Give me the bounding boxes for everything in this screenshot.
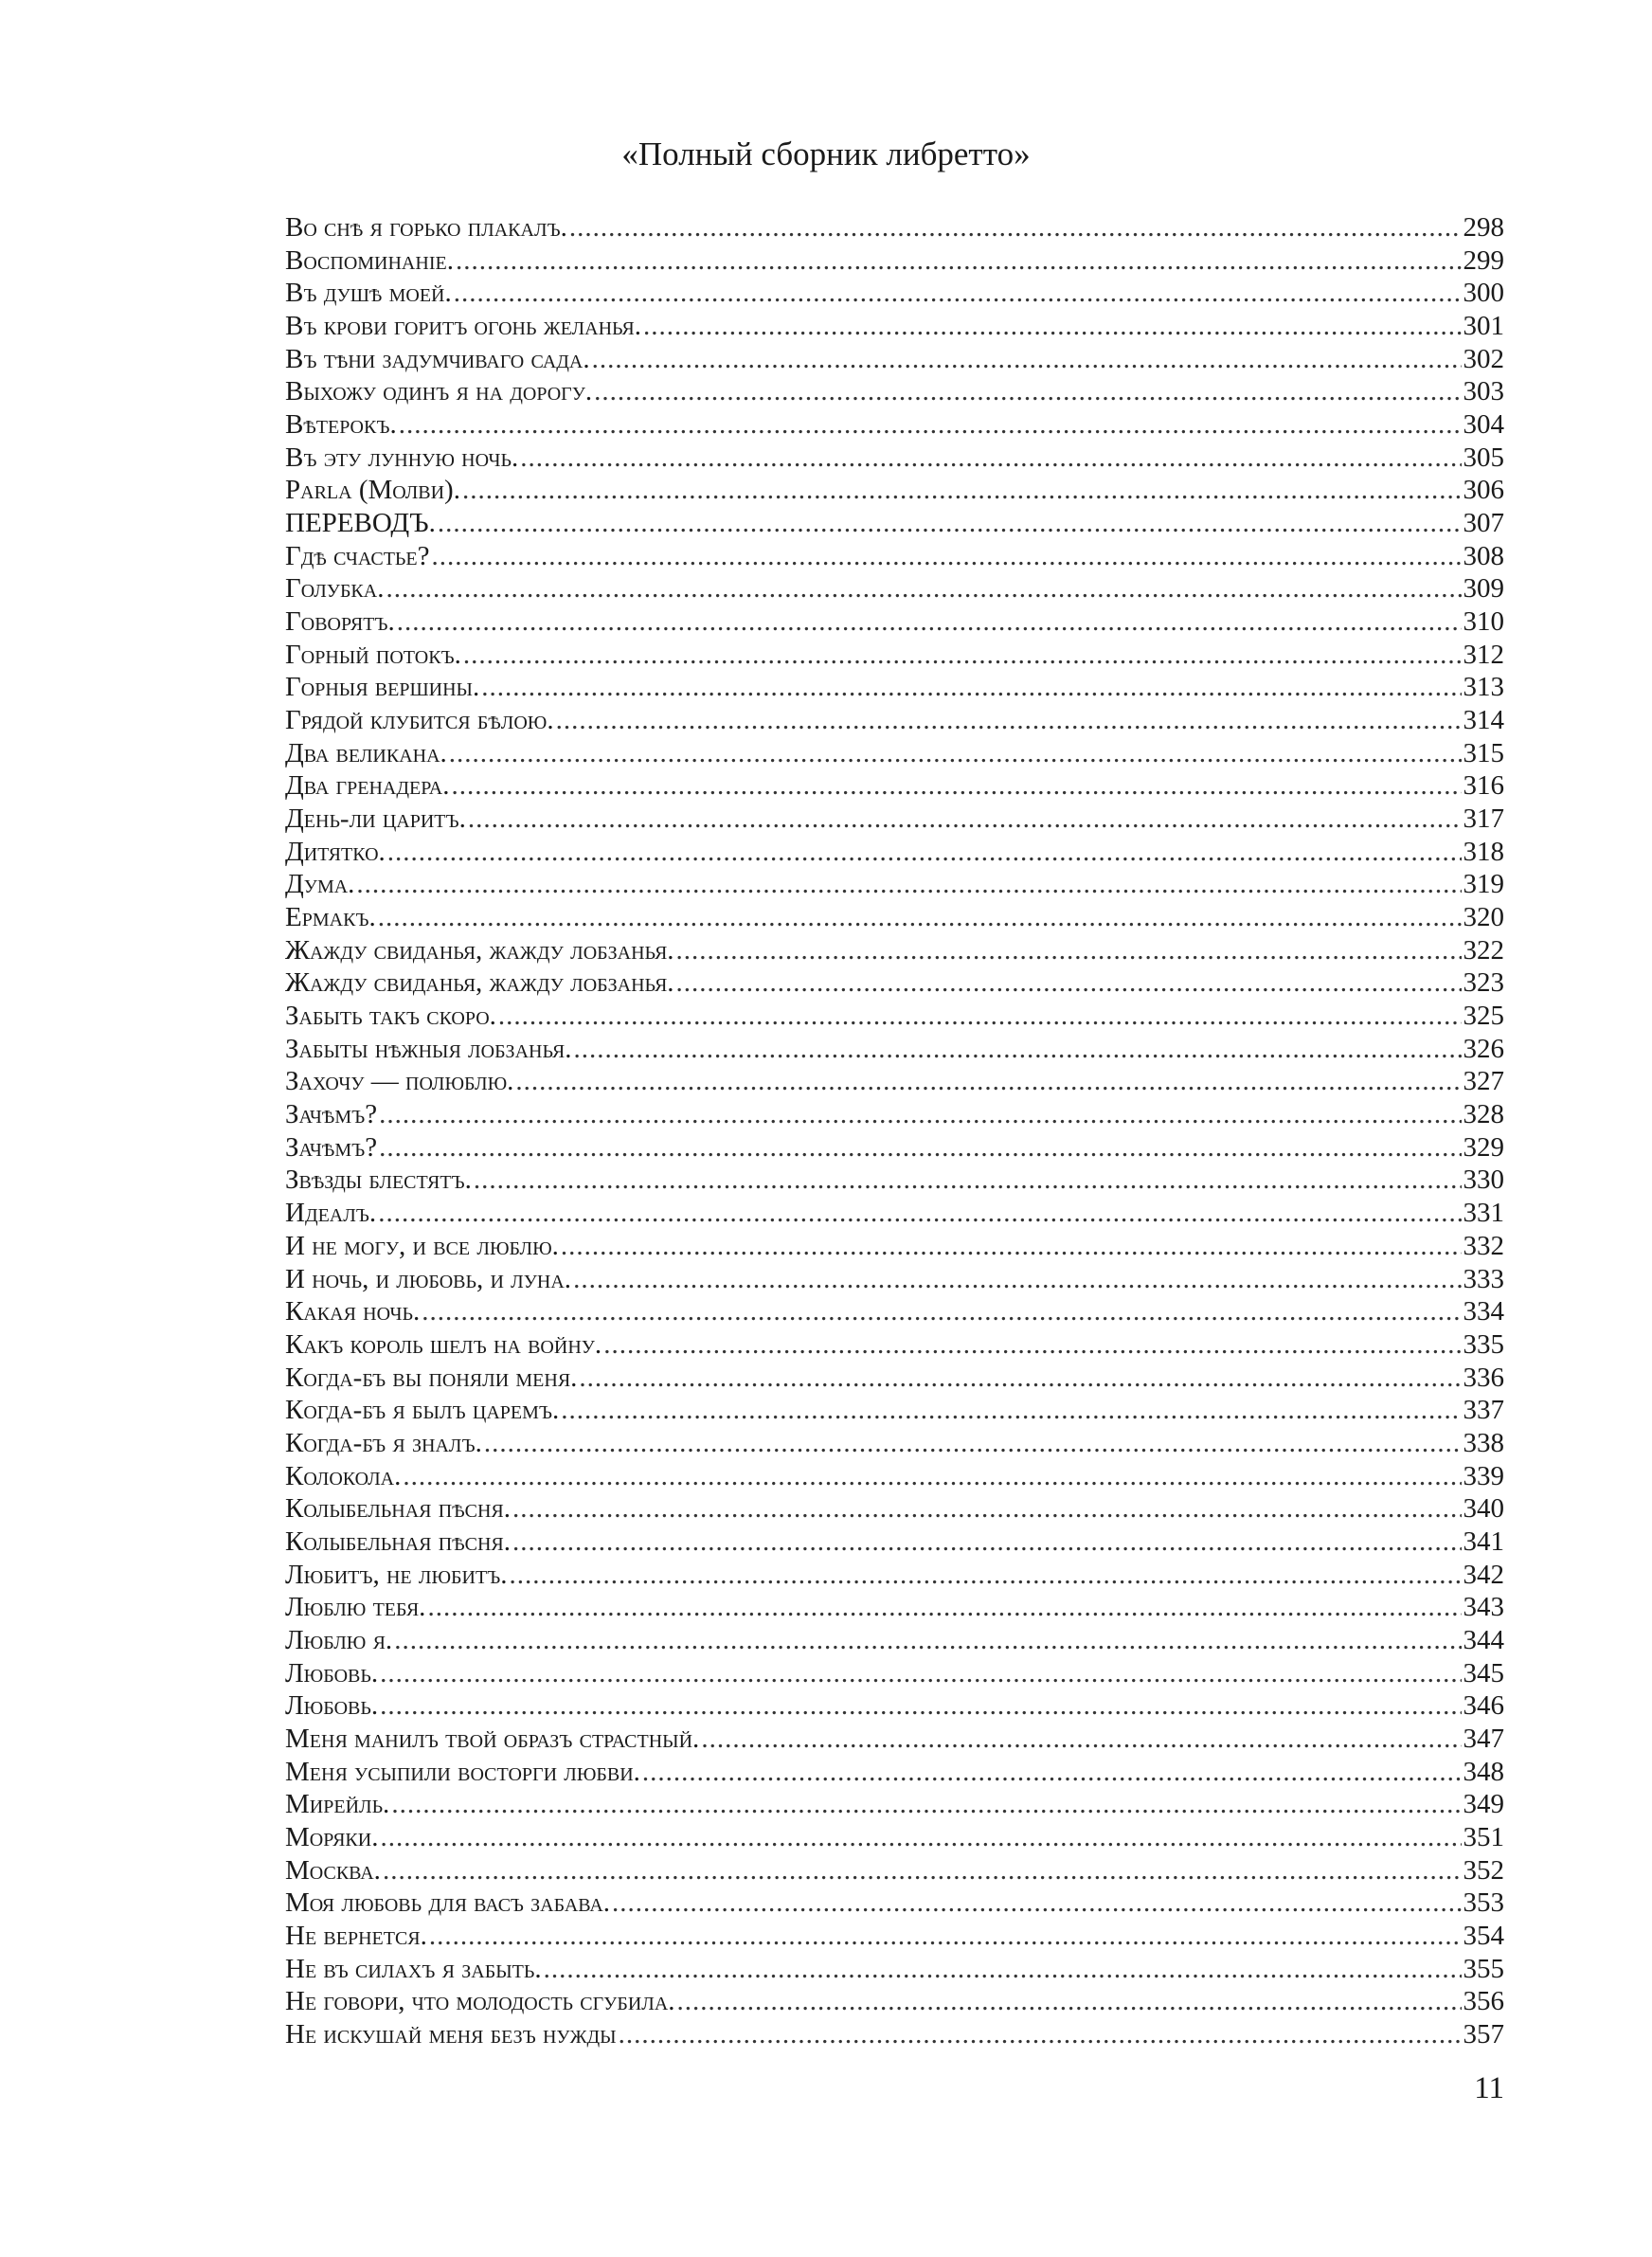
dot-leader — [438, 507, 1462, 540]
page-number: 11 — [1474, 2071, 1504, 2105]
toc-entry-title: Моряки. — [285, 1821, 379, 1852]
dot-leader — [512, 1526, 1462, 1559]
dot-leader — [642, 1756, 1462, 1789]
toc-entry — [285, 737, 1504, 770]
toc-entry-title: Два гренадера. — [285, 770, 450, 802]
toc-entry-page: 305 — [1463, 442, 1504, 473]
dot-leader — [676, 966, 1462, 1000]
dot-leader — [387, 836, 1462, 869]
toc-entry — [285, 1362, 1504, 1395]
toc-entry-page: 339 — [1463, 1460, 1504, 1491]
toc-entry-title: Въ крови горитъ огонь желанья. — [285, 311, 642, 342]
toc-entry-page: 340 — [1463, 1493, 1504, 1525]
toc-entry-page: 351 — [1463, 1821, 1504, 1852]
toc-entry — [285, 1756, 1504, 1789]
toc-entry-title: Когда-бъ я зналъ. — [285, 1427, 482, 1458]
toc-entry-title: Не въ силахъ я забыть. — [285, 1953, 542, 1984]
toc-entry-title: Моя любовь для васъ забава. — [285, 1887, 611, 1919]
toc-entry — [285, 408, 1504, 442]
toc-entry-page: 306 — [1463, 475, 1504, 506]
toc-entry-page: 348 — [1463, 1756, 1504, 1787]
toc-entry-title: Колокола. — [285, 1460, 402, 1491]
toc-entry-page: 326 — [1463, 1033, 1504, 1064]
toc-entry-title: Не говори, что молодость сгубила. — [285, 1986, 675, 2017]
toc-entry — [285, 442, 1504, 475]
toc-entry-page: 342 — [1463, 1559, 1504, 1590]
toc-entry — [285, 277, 1504, 310]
toc-entry-title: Люблю тебя. — [285, 1592, 426, 1623]
toc-entry-page: 303 — [1463, 376, 1504, 407]
toc-entry-page: 299 — [1463, 244, 1504, 276]
table-of-contents — [285, 211, 1504, 2051]
toc-entry — [285, 1295, 1504, 1328]
toc-entry — [285, 1000, 1504, 1033]
toc-entry-title: Два великана. — [285, 737, 447, 768]
toc-entry — [285, 1591, 1504, 1624]
toc-entry — [285, 310, 1504, 343]
dot-leader — [643, 310, 1461, 343]
toc-entry-title: Идеалъ. — [285, 1198, 377, 1229]
dot-leader — [394, 1624, 1461, 1657]
toc-entry — [285, 769, 1504, 803]
toc-entry-page: 332 — [1463, 1230, 1504, 1261]
dot-leader — [677, 1985, 1462, 2018]
dot-leader — [427, 1591, 1461, 1624]
toc-entry — [285, 868, 1504, 901]
dot-leader — [512, 1492, 1462, 1526]
toc-entry-title: Колыбельная пѣсня. — [285, 1493, 511, 1525]
toc-entry-title: Люблю я. — [285, 1624, 393, 1655]
dot-leader — [484, 1427, 1462, 1460]
toc-entry-title: Во снѣ я горько плакалъ. — [285, 212, 567, 243]
toc-entry — [285, 244, 1504, 278]
toc-entry-page: 354 — [1463, 1920, 1504, 1951]
toc-entry-page: 341 — [1463, 1526, 1504, 1557]
toc-entry-title: Грядой клубится бѣлою. — [285, 705, 554, 736]
toc-entry — [285, 639, 1504, 672]
toc-entry — [285, 507, 1504, 540]
dot-leader — [676, 934, 1462, 967]
toc-entry — [285, 836, 1504, 869]
dot-leader — [397, 605, 1462, 639]
dot-leader — [380, 1821, 1461, 1854]
toc-entry-page: 319 — [1463, 869, 1504, 900]
toc-entry — [285, 966, 1504, 1000]
toc-entry — [285, 934, 1504, 967]
toc-entry-page: 314 — [1463, 705, 1504, 736]
dot-leader — [422, 1295, 1461, 1328]
dot-leader — [432, 540, 1462, 573]
toc-entry-title: Когда-бъ вы поняли меня. — [285, 1362, 578, 1393]
toc-entry — [285, 1624, 1504, 1657]
toc-entry — [285, 1689, 1504, 1723]
dot-leader — [474, 1164, 1462, 1197]
toc-entry-page: 357 — [1463, 2018, 1504, 2049]
toc-entry-title: Дума. — [285, 869, 355, 900]
toc-entry — [285, 1427, 1504, 1460]
dot-leader — [573, 1263, 1461, 1296]
toc-entry-page: 334 — [1463, 1296, 1504, 1327]
toc-entry-title: Parla (Молви). — [285, 475, 460, 506]
toc-entry-title: Вѣтерокъ. — [285, 409, 397, 441]
toc-entry — [285, 572, 1504, 605]
toc-entry-title: Меня манилъ твой образъ страстный. — [285, 1723, 700, 1754]
dot-leader — [463, 639, 1462, 672]
dot-leader — [520, 442, 1461, 475]
toc-entry — [285, 1657, 1504, 1690]
toc-entry-page: 349 — [1463, 1789, 1504, 1820]
toc-entry-page: 329 — [1463, 1131, 1504, 1163]
toc-entry-page: 356 — [1463, 1986, 1504, 2017]
toc-entry-page: 318 — [1463, 836, 1504, 867]
toc-entry-title: И ночь, и любовь, и луна. — [285, 1263, 572, 1294]
toc-entry-page: 355 — [1463, 1953, 1504, 1984]
toc-entry — [285, 343, 1504, 376]
toc-entry-page: 327 — [1463, 1066, 1504, 1097]
dot-leader — [386, 572, 1461, 605]
toc-entry-title: Горный потокъ. — [285, 639, 461, 670]
dot-leader — [592, 343, 1462, 376]
dot-leader — [561, 1394, 1461, 1427]
toc-entry-page: 352 — [1463, 1854, 1504, 1886]
toc-entry-page: 308 — [1463, 540, 1504, 571]
toc-entry-page: 310 — [1463, 606, 1504, 638]
toc-entry-page: 328 — [1463, 1099, 1504, 1130]
toc-entry-page: 300 — [1463, 278, 1504, 309]
toc-entry — [285, 704, 1504, 737]
toc-entry — [285, 1953, 1504, 1986]
toc-entry-page: 336 — [1463, 1362, 1504, 1393]
dot-leader — [379, 1098, 1461, 1131]
toc-entry-title: Любовь. — [285, 1657, 379, 1688]
toc-entry-title: Не вернется. — [285, 1920, 427, 1951]
toc-entry — [285, 1887, 1504, 1920]
toc-entry — [285, 1131, 1504, 1165]
toc-entry — [285, 901, 1504, 934]
dot-leader — [468, 803, 1462, 836]
toc-entry-title: Дитятко. — [285, 836, 386, 867]
toc-entry-title: Гдѣ счастье? — [285, 540, 430, 571]
toc-entry-title: Голубка. — [285, 573, 385, 605]
toc-entry-title: Звѣзды блестятъ. — [285, 1165, 472, 1196]
toc-entry-title: Забыть такъ скоро. — [285, 1001, 496, 1032]
toc-entry — [285, 1492, 1504, 1526]
page-header-title: «Полный сборник либретто» — [621, 135, 1031, 172]
toc-entry-title: Выхожу одинъ я на дорогу. — [285, 376, 593, 407]
dot-leader — [380, 1657, 1461, 1690]
toc-entry — [285, 1197, 1504, 1230]
toc-entry-page: 301 — [1463, 311, 1504, 342]
toc-entry-page: 298 — [1463, 212, 1504, 243]
toc-entry-title: Мирейль. — [285, 1789, 390, 1820]
toc-entry-page: 330 — [1463, 1165, 1504, 1196]
toc-entry — [285, 1065, 1504, 1098]
toc-entry-title: Меня усыпили восторги любви. — [285, 1756, 640, 1787]
dot-leader — [378, 901, 1462, 934]
toc-entry — [285, 1230, 1504, 1263]
toc-entry-page: 345 — [1463, 1657, 1504, 1688]
toc-entry — [285, 1394, 1504, 1427]
toc-entry-title: Зачѣмъ? — [285, 1099, 378, 1130]
toc-entry — [285, 1033, 1504, 1066]
toc-entry-title: Зачѣмъ? — [285, 1131, 378, 1163]
toc-entry-title: Москва. — [285, 1854, 381, 1886]
dot-leader — [498, 1000, 1462, 1033]
toc-entry-title: Не искушай меня безъ нужды — [285, 2018, 617, 2049]
dot-leader — [379, 1131, 1461, 1165]
toc-entry — [285, 540, 1504, 573]
dot-leader — [510, 1559, 1462, 1592]
toc-entry-page: 320 — [1463, 902, 1504, 933]
toc-entry — [285, 1526, 1504, 1559]
toc-entry-title: Когда-бъ я былъ царемъ. — [285, 1395, 560, 1426]
dot-leader — [573, 1033, 1461, 1066]
toc-entry — [285, 2018, 1504, 2051]
toc-entry — [285, 1723, 1504, 1756]
toc-entry-page: 307 — [1463, 508, 1504, 539]
toc-entry — [285, 1821, 1504, 1854]
toc-entry-title: Любитъ, не любитъ. — [285, 1559, 508, 1590]
toc-entry-page: 322 — [1463, 934, 1504, 966]
toc-entry — [285, 474, 1504, 507]
toc-entry-page: 333 — [1463, 1263, 1504, 1294]
dot-leader — [399, 408, 1462, 442]
toc-entry — [285, 1920, 1504, 1953]
toc-entry — [285, 605, 1504, 639]
toc-entry-title: Какъ король шелъ на войну. — [285, 1328, 602, 1360]
dot-leader — [603, 1328, 1461, 1362]
toc-entry — [285, 1263, 1504, 1296]
dot-leader — [403, 1460, 1461, 1493]
toc-entry-title: Говорятъ. — [285, 606, 395, 638]
toc-entry — [285, 1098, 1504, 1131]
toc-entry-title: ПЕРЕВОДЪ. — [285, 508, 436, 539]
dot-leader — [556, 704, 1462, 737]
dot-leader — [569, 211, 1462, 244]
toc-entry-title: Захочу — полюблю. — [285, 1066, 514, 1097]
toc-entry — [285, 211, 1504, 244]
dot-leader — [619, 2018, 1462, 2051]
dot-leader — [380, 1689, 1461, 1723]
dot-leader — [456, 244, 1462, 278]
toc-entry-title: Въ эту лунную ночь. — [285, 442, 519, 473]
toc-entry-title: Въ тѣни задумчиваго сада. — [285, 343, 590, 374]
toc-entry — [285, 1164, 1504, 1197]
dot-leader — [701, 1723, 1461, 1756]
toc-entry-page: 302 — [1463, 343, 1504, 374]
toc-entry-page: 335 — [1463, 1328, 1504, 1360]
toc-entry-title: Въ душѣ моей. — [285, 278, 452, 309]
toc-entry-page: 309 — [1463, 573, 1504, 605]
toc-entry-title: День-ли царитъ. — [285, 803, 466, 835]
dot-leader — [449, 737, 1462, 770]
toc-entry — [285, 1328, 1504, 1362]
toc-entry — [285, 1559, 1504, 1592]
dot-leader — [462, 474, 1462, 507]
toc-entry — [285, 671, 1504, 704]
toc-entry — [285, 1854, 1504, 1887]
dot-leader — [515, 1065, 1461, 1098]
toc-entry-page: 344 — [1463, 1624, 1504, 1655]
dot-leader — [451, 769, 1461, 803]
dot-leader — [356, 868, 1461, 901]
toc-entry-title: Любовь. — [285, 1690, 379, 1722]
toc-entry-title: Ермакъ. — [285, 902, 376, 933]
toc-entry-title: Колыбельная пѣсня. — [285, 1526, 511, 1557]
toc-entry-title: Горныя вершины. — [285, 672, 480, 703]
toc-entry-page: 337 — [1463, 1395, 1504, 1426]
toc-entry-page: 315 — [1463, 737, 1504, 768]
toc-entry-page: 304 — [1463, 409, 1504, 441]
toc-entry-title: Забыты нѣжныя лобзанья. — [285, 1033, 572, 1064]
toc-entry-page: 353 — [1463, 1887, 1504, 1919]
toc-entry-page: 313 — [1463, 672, 1504, 703]
dot-leader — [383, 1854, 1462, 1887]
toc-entry — [285, 803, 1504, 836]
toc-entry-page: 343 — [1463, 1592, 1504, 1623]
toc-entry — [285, 375, 1504, 408]
dot-leader — [594, 375, 1461, 408]
dot-leader — [561, 1230, 1462, 1263]
toc-entry-page: 338 — [1463, 1427, 1504, 1458]
dot-leader — [544, 1953, 1462, 1986]
toc-entry-title: Воспоминанiе. — [285, 244, 454, 276]
toc-entry-page: 347 — [1463, 1723, 1504, 1754]
toc-entry — [285, 1788, 1504, 1821]
toc-entry — [285, 1460, 1504, 1493]
toc-entry-title: Жажду свиданья, жажду лобзанья. — [285, 934, 674, 966]
dot-leader — [391, 1788, 1461, 1821]
toc-entry-page: 312 — [1463, 639, 1504, 670]
toc-entry-page: 331 — [1463, 1198, 1504, 1229]
dot-leader — [579, 1362, 1461, 1395]
toc-entry-page: 323 — [1463, 967, 1504, 999]
dot-leader — [481, 671, 1461, 704]
toc-entry-title: Жажду свиданья, жажду лобзанья. — [285, 967, 674, 999]
dot-leader — [612, 1887, 1461, 1920]
toc-entry-title: Какая ночь. — [285, 1296, 421, 1327]
toc-entry-page: 325 — [1463, 1001, 1504, 1032]
toc-entry-page: 317 — [1463, 803, 1504, 835]
toc-entry — [285, 1985, 1504, 2018]
toc-entry-title: И не могу, и все люблю. — [285, 1230, 559, 1261]
toc-entry-page: 346 — [1463, 1690, 1504, 1722]
dot-leader — [429, 1920, 1462, 1953]
dot-leader — [378, 1197, 1461, 1230]
dot-leader — [454, 277, 1462, 310]
toc-entry-page: 316 — [1463, 770, 1504, 802]
